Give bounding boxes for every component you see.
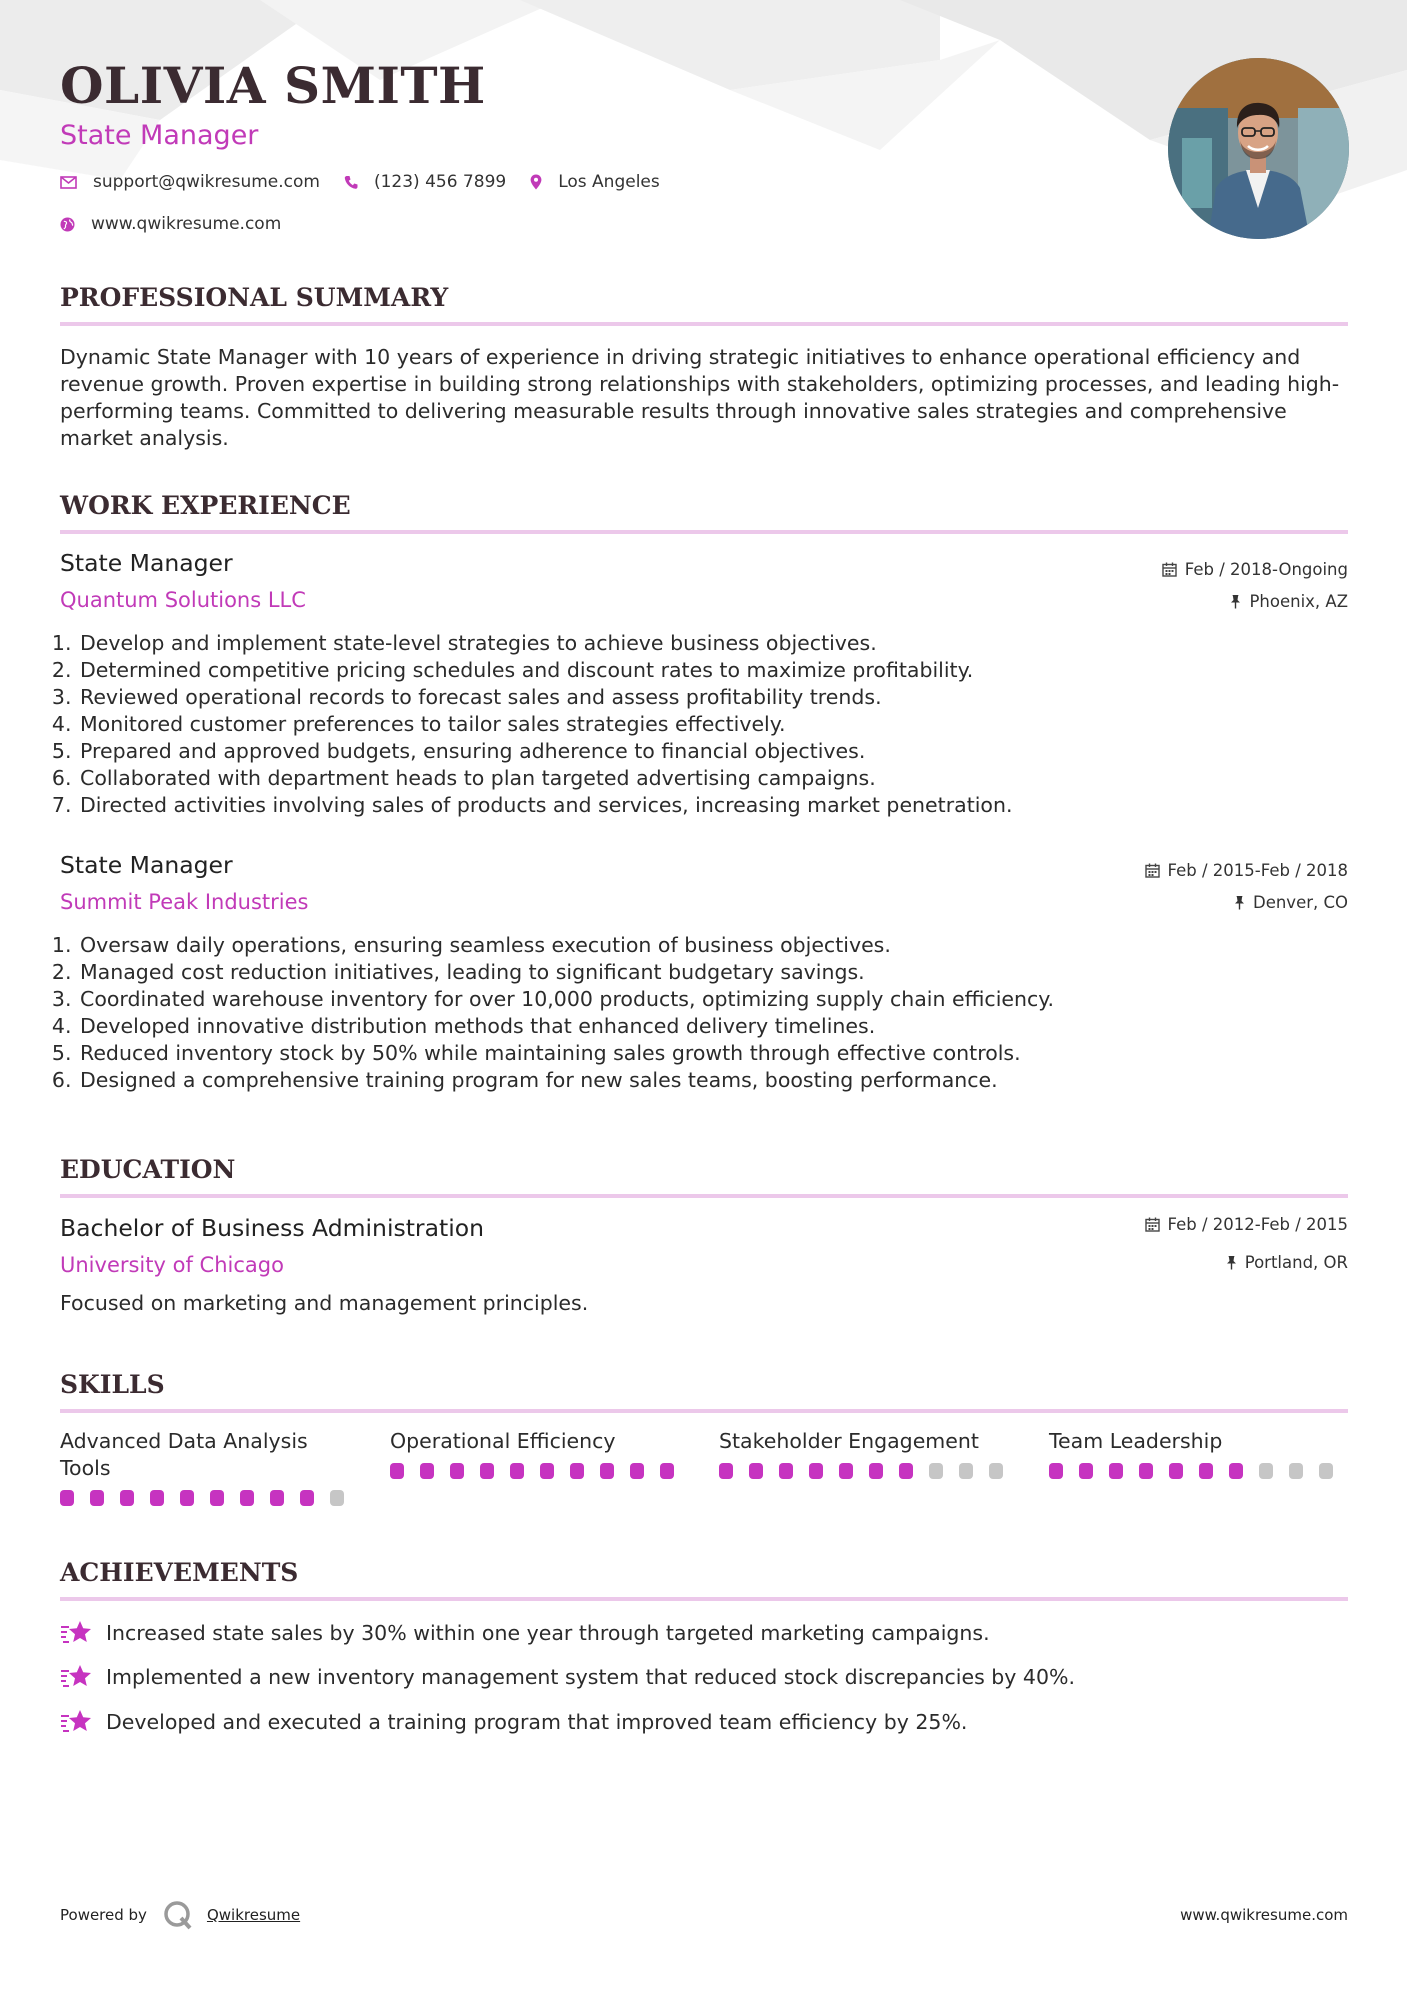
qwikresume-logo-icon (163, 1900, 193, 1930)
star-icon (60, 1620, 92, 1646)
list-item: 1. Oversaw daily operations, ensuring seamless execution of business objectives. (78, 932, 1366, 959)
list-item: 5. Reduced inventory stock by 50% while maintaining sales growth through effective controls. (78, 1040, 1366, 1067)
job-location-2 (1234, 893, 1348, 912)
skill-dot-filled (420, 1463, 434, 1479)
section-heading-summary: PROFESSIONAL SUMMARY (60, 283, 1348, 326)
skill-dot-filled (839, 1463, 853, 1479)
contact-website-text: www.qwikresume.com (91, 214, 282, 234)
education-dates-text: Feb / 2012-Feb / 2015 (1167, 1215, 1348, 1234)
skill-dot-filled (899, 1463, 913, 1479)
job-location-1-text: Phoenix, AZ (1249, 592, 1348, 611)
list-item: 7. Directed activities involving sales of products and services, increasing market penetration. (78, 792, 1366, 819)
skill-dot-filled (630, 1463, 644, 1479)
education-degree: Bachelor of Business Administration (60, 1214, 485, 1242)
contact-location (530, 172, 660, 192)
section-heading-education: EDUCATION (60, 1155, 1348, 1198)
skill-item (719, 1428, 1019, 1479)
job-company-1: Quantum Solutions LLC (60, 588, 306, 612)
list-item: 1. Develop and implement state-level strategies to achieve business objectives. (78, 630, 1366, 657)
list-item: 4. Monitored customer preferences to tailor sales strategies effectively. (78, 711, 1366, 738)
list-item: 6. Collaborated with department heads to plan targeted advertising campaigns. (78, 765, 1366, 792)
skill-item (60, 1428, 360, 1506)
skill-dot-filled (779, 1463, 793, 1479)
contact-website[interactable] (60, 214, 281, 234)
star-icon (60, 1664, 92, 1690)
job-bullets-1 (60, 630, 1366, 819)
skill-dot-filled (749, 1463, 763, 1479)
education-location (1226, 1253, 1348, 1272)
list-item: 6. Designed a comprehensive training program for new sales teams, boosting performance. (78, 1067, 1366, 1094)
skill-dot-empty (989, 1463, 1003, 1479)
education-school: University of Chicago (60, 1253, 284, 1277)
section-heading-skills: SKILLS (60, 1370, 1348, 1413)
skill-dot-filled (1199, 1463, 1213, 1479)
profile-photo (1168, 58, 1349, 239)
list-item: 2. Managed cost reduction initiatives, leading to significant budgetary savings. (78, 959, 1366, 986)
achievement-text: Increased state sales by 30% within one year through targeted marketing campaigns. (106, 1621, 990, 1645)
education-dates (1145, 1215, 1348, 1234)
pushpin-icon (1226, 1255, 1237, 1270)
achievement-item (60, 1664, 1075, 1690)
skill-rating (60, 1490, 360, 1506)
list-item: 4. Developed innovative distribution methods that enhanced delivery timelines. (78, 1013, 1366, 1040)
list-item: 3. Coordinated warehouse inventory for over 10,000 products, optimizing supply chain efficiency. (78, 986, 1366, 1013)
footer-brand-link[interactable]: Qwikresume (206, 1906, 301, 1924)
skill-dot-filled (390, 1463, 404, 1479)
pushpin-icon (1230, 594, 1241, 609)
skill-dot-filled (450, 1463, 464, 1479)
skill-dot-filled (719, 1463, 733, 1479)
calendar-icon (1162, 562, 1177, 577)
contact-email-text: support@qwikresume.com (93, 172, 320, 192)
job-title-2: State Manager (60, 851, 233, 879)
footer-powered-label: Powered by (60, 1906, 147, 1924)
contact-location-text: Los Angeles (558, 172, 660, 192)
education-location-text: Portland, OR (1244, 1253, 1348, 1272)
skill-dot-filled (180, 1490, 194, 1506)
achievement-item (60, 1709, 967, 1735)
skill-name: Advanced Data Analysis Tools (60, 1429, 308, 1480)
skill-dot-filled (480, 1463, 494, 1479)
candidate-name: OLIVIA SMITH (60, 56, 486, 115)
contact-row-secondary (60, 214, 305, 234)
skill-name: Operational Efficiency (390, 1429, 616, 1453)
skill-dot-empty (1259, 1463, 1273, 1479)
skill-dot-filled (1169, 1463, 1183, 1479)
star-icon (60, 1709, 92, 1735)
skill-dot-empty (1289, 1463, 1303, 1479)
job-company-2: Summit Peak Industries (60, 890, 309, 914)
skill-dot-filled (240, 1490, 254, 1506)
calendar-icon (1145, 1217, 1160, 1232)
skill-item (390, 1428, 690, 1479)
skill-dot-filled (660, 1463, 674, 1479)
job-location-2-text: Denver, CO (1252, 893, 1348, 912)
globe-icon (60, 217, 75, 232)
skill-dot-filled (809, 1463, 823, 1479)
footer-powered-by (60, 1900, 300, 1930)
contact-row-primary (60, 172, 684, 192)
pushpin-icon (1234, 895, 1245, 910)
skill-dot-filled (600, 1463, 614, 1479)
skill-dot-filled (150, 1490, 164, 1506)
list-item: 3. Reviewed operational records to forecast sales and assess profitability trends. (78, 684, 1366, 711)
skill-dot-filled (1139, 1463, 1153, 1479)
skill-dot-filled (1229, 1463, 1243, 1479)
job-bullets-2 (60, 932, 1366, 1094)
skill-dot-empty (959, 1463, 973, 1479)
skill-dot-empty (1319, 1463, 1333, 1479)
skill-dot-filled (270, 1490, 284, 1506)
section-heading-achievements: ACHIEVEMENTS (60, 1558, 1348, 1601)
skill-dot-filled (1079, 1463, 1093, 1479)
job-dates-1-text: Feb / 2018-Ongoing (1184, 560, 1348, 579)
skill-dot-filled (90, 1490, 104, 1506)
job-dates-2-text: Feb / 2015-Feb / 2018 (1167, 861, 1348, 880)
candidate-title: State Manager (60, 120, 259, 151)
skill-rating (390, 1463, 690, 1479)
footer-website[interactable]: www.qwikresume.com (1180, 1906, 1348, 1924)
skill-dot-empty (330, 1490, 344, 1506)
map-pin-icon (530, 174, 542, 190)
summary-text: Dynamic State Manager with 10 years of experience in driving strategic initiatives to enhance operational efficiency and revenue growth. Proven expertise in building strong relationships with stakeholders, optimizing processes, and leading high-performing teams. Committed to delivering measurable results through innovative sales strategies and comprehensive market analysis. (60, 345, 1340, 450)
achievement-item (60, 1620, 990, 1646)
skill-dot-filled (300, 1490, 314, 1506)
job-location-1 (1230, 592, 1348, 611)
skill-name: Stakeholder Engagement (719, 1429, 979, 1453)
job-dates-2 (1145, 861, 1348, 880)
contact-phone[interactable] (344, 172, 506, 192)
skill-name: Team Leadership (1049, 1429, 1223, 1453)
skill-dot-filled (570, 1463, 584, 1479)
skill-dot-empty (929, 1463, 943, 1479)
skill-dot-filled (1049, 1463, 1063, 1479)
contact-email[interactable] (60, 172, 320, 192)
skill-rating (1049, 1463, 1349, 1479)
skill-dot-filled (1109, 1463, 1123, 1479)
skill-item (1049, 1428, 1349, 1479)
phone-icon (344, 175, 358, 190)
skill-dot-filled (510, 1463, 524, 1479)
skill-dot-filled (120, 1490, 134, 1506)
contact-phone-text: (123) 456 7899 (373, 172, 507, 192)
achievement-text: Developed and executed a training program that improved team efficiency by 25%. (106, 1710, 968, 1734)
skill-rating (719, 1463, 1019, 1479)
skill-dot-filled (869, 1463, 883, 1479)
job-dates-1 (1162, 560, 1348, 579)
calendar-icon (1145, 863, 1160, 878)
job-title-1: State Manager (60, 549, 233, 577)
skill-dot-filled (60, 1490, 74, 1506)
skill-dot-filled (540, 1463, 554, 1479)
list-item: 2. Determined competitive pricing schedules and discount rates to maximize profitability. (78, 657, 1366, 684)
achievement-text: Implemented a new inventory management system that reduced stock discrepancies by 40%. (106, 1665, 1076, 1689)
education-description: Focused on marketing and management principles. (60, 1291, 589, 1315)
list-item: 5. Prepared and approved budgets, ensuring adherence to financial objectives. (78, 738, 1366, 765)
envelope-icon (60, 176, 77, 189)
section-heading-experience: WORK EXPERIENCE (60, 491, 1348, 534)
skill-dot-filled (210, 1490, 224, 1506)
